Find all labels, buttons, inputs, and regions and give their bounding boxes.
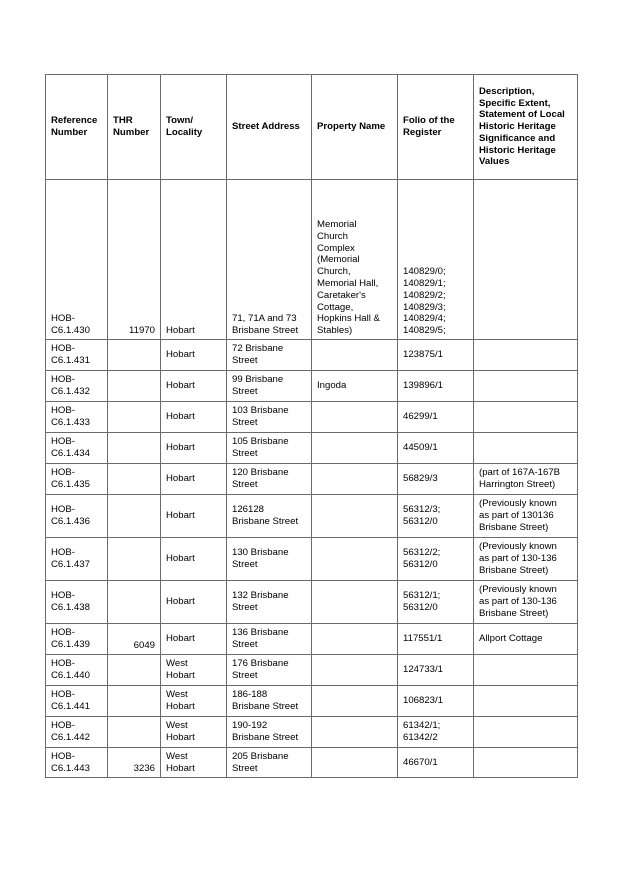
property-name-cell (312, 538, 398, 581)
table-row (46, 495, 578, 538)
table-body (46, 180, 578, 778)
table-row (46, 717, 578, 748)
thr-number-cell (108, 581, 161, 624)
folio-cell: 106823/1 (398, 686, 474, 717)
folio-cell: 44509/1 (398, 433, 474, 464)
property-name-cell (312, 655, 398, 686)
thr-number-cell (108, 495, 161, 538)
street-address-cell: 132 Brisbane Street (227, 581, 312, 624)
table-row (46, 402, 578, 433)
reference-number-cell: HOB- C6.1.431 (46, 340, 108, 371)
thr-number-cell (108, 340, 161, 371)
table-row (46, 180, 578, 340)
thr-number-cell: 3236 (108, 748, 161, 778)
property-name-cell: Ingoda (312, 371, 398, 402)
street-address-cell: 99 Brisbane Street (227, 371, 312, 402)
description-cell: (Previously known as part of 130-136 Brisbane Street) (474, 581, 578, 624)
folio-cell: 139896/1 (398, 371, 474, 402)
description-cell: (Previously known as part of 130136 Brisbane Street) (474, 495, 578, 538)
street-address-cell: 71, 71A and 73 Brisbane Street (227, 180, 312, 340)
town-cell: Hobart (161, 402, 227, 433)
town-cell: Hobart (161, 495, 227, 538)
folio-cell: 124733/1 (398, 655, 474, 686)
property-name-cell (312, 686, 398, 717)
street-address-cell: 126128 Brisbane Street (227, 495, 312, 538)
table-row (46, 624, 578, 655)
folio-cell: 117551/1 (398, 624, 474, 655)
street-address-cell: 136 Brisbane Street (227, 624, 312, 655)
description-cell: (Previously known as part of 130-136 Brisbane Street) (474, 538, 578, 581)
thr-number-cell (108, 655, 161, 686)
reference-number-cell: HOB- C6.1.437 (46, 538, 108, 581)
header-property-name: Property Name (312, 75, 398, 180)
property-name-cell (312, 495, 398, 538)
street-address-cell: 103 Brisbane Street (227, 402, 312, 433)
reference-number-cell: HOB- C6.1.441 (46, 686, 108, 717)
description-cell (474, 371, 578, 402)
folio-cell: 56312/2; 56312/0 (398, 538, 474, 581)
property-name-cell (312, 340, 398, 371)
town-cell: West Hobart (161, 748, 227, 778)
property-name-cell (312, 433, 398, 464)
property-name-cell (312, 748, 398, 778)
folio-cell: 46299/1 (398, 402, 474, 433)
folio-cell: 123875/1 (398, 340, 474, 371)
thr-number-cell (108, 402, 161, 433)
table-row (46, 655, 578, 686)
property-name-cell: Memorial Church Complex (Memorial Church, Memorial Hall, Caretaker's Cottage, Hopkins Hall & Stables) (312, 180, 398, 340)
town-cell: Hobart (161, 624, 227, 655)
reference-number-cell: HOB- C6.1.430 (46, 180, 108, 340)
street-address-cell: 130 Brisbane Street (227, 538, 312, 581)
description-cell: (part of 167A-167B Harrington Street) (474, 464, 578, 495)
description-cell (474, 180, 578, 340)
reference-number-cell: HOB- C6.1.440 (46, 655, 108, 686)
town-cell: Hobart (161, 538, 227, 581)
street-address-cell: 120 Brisbane Street (227, 464, 312, 495)
street-address-cell: 205 Brisbane Street (227, 748, 312, 778)
property-name-cell (312, 624, 398, 655)
town-cell: Hobart (161, 581, 227, 624)
street-address-cell: 176 Brisbane Street (227, 655, 312, 686)
street-address-cell: 72 Brisbane Street (227, 340, 312, 371)
property-name-cell (312, 464, 398, 495)
header-reference-number: Reference Number (46, 75, 108, 180)
street-address-cell: 190-192 Brisbane Street (227, 717, 312, 748)
street-address-cell: 105 Brisbane Street (227, 433, 312, 464)
header-row (46, 75, 578, 180)
header-description: Description, Specific Extent, Statement of Local Historic Heritage Significance and Historic Heritage Values (474, 75, 578, 180)
town-cell: Hobart (161, 340, 227, 371)
town-cell: Hobart (161, 180, 227, 340)
folio-cell: 56829/3 (398, 464, 474, 495)
thr-number-cell (108, 464, 161, 495)
reference-number-cell: HOB- C6.1.435 (46, 464, 108, 495)
reference-number-cell: HOB- C6.1.438 (46, 581, 108, 624)
reference-number-cell: HOB- C6.1.432 (46, 371, 108, 402)
header-folio: Folio of the Register (398, 75, 474, 180)
reference-number-cell: HOB- C6.1.433 (46, 402, 108, 433)
street-address-cell: 186-188 Brisbane Street (227, 686, 312, 717)
table-row (46, 538, 578, 581)
folio-cell: 140829/0; 140829/1; 140829/2; 140829/3; 140829/4; 140829/5; (398, 180, 474, 340)
property-name-cell (312, 581, 398, 624)
property-name-cell (312, 717, 398, 748)
description-cell: Allport Cottage (474, 624, 578, 655)
heritage-register-table (45, 74, 578, 778)
table-row (46, 686, 578, 717)
description-cell (474, 433, 578, 464)
town-cell: West Hobart (161, 717, 227, 748)
folio-cell: 46670/1 (398, 748, 474, 778)
folio-cell: 56312/3; 56312/0 (398, 495, 474, 538)
description-cell (474, 748, 578, 778)
thr-number-cell (108, 371, 161, 402)
description-cell (474, 402, 578, 433)
reference-number-cell: HOB- C6.1.439 (46, 624, 108, 655)
table-row (46, 340, 578, 371)
table-row (46, 581, 578, 624)
table-row (46, 433, 578, 464)
town-cell: West Hobart (161, 686, 227, 717)
header-street-address: Street Address (227, 75, 312, 180)
thr-number-cell: 6049 (108, 624, 161, 655)
town-cell: West Hobart (161, 655, 227, 686)
reference-number-cell: HOB- C6.1.443 (46, 748, 108, 778)
town-cell: Hobart (161, 371, 227, 402)
description-cell (474, 717, 578, 748)
folio-cell: 61342/1; 61342/2 (398, 717, 474, 748)
folio-cell: 56312/1; 56312/0 (398, 581, 474, 624)
town-cell: Hobart (161, 464, 227, 495)
description-cell (474, 686, 578, 717)
thr-number-cell (108, 433, 161, 464)
table-row (46, 464, 578, 495)
property-name-cell (312, 402, 398, 433)
description-cell (474, 655, 578, 686)
thr-number-cell (108, 717, 161, 748)
reference-number-cell: HOB- C6.1.442 (46, 717, 108, 748)
header-town-locality: Town/ Locality (161, 75, 227, 180)
reference-number-cell: HOB- C6.1.434 (46, 433, 108, 464)
thr-number-cell (108, 686, 161, 717)
town-cell: Hobart (161, 433, 227, 464)
thr-number-cell: 11970 (108, 180, 161, 340)
header-thr-number: THR Number (108, 75, 161, 180)
thr-number-cell (108, 538, 161, 581)
description-cell (474, 340, 578, 371)
reference-number-cell: HOB- C6.1.436 (46, 495, 108, 538)
table-row (46, 748, 578, 778)
table-row (46, 371, 578, 402)
